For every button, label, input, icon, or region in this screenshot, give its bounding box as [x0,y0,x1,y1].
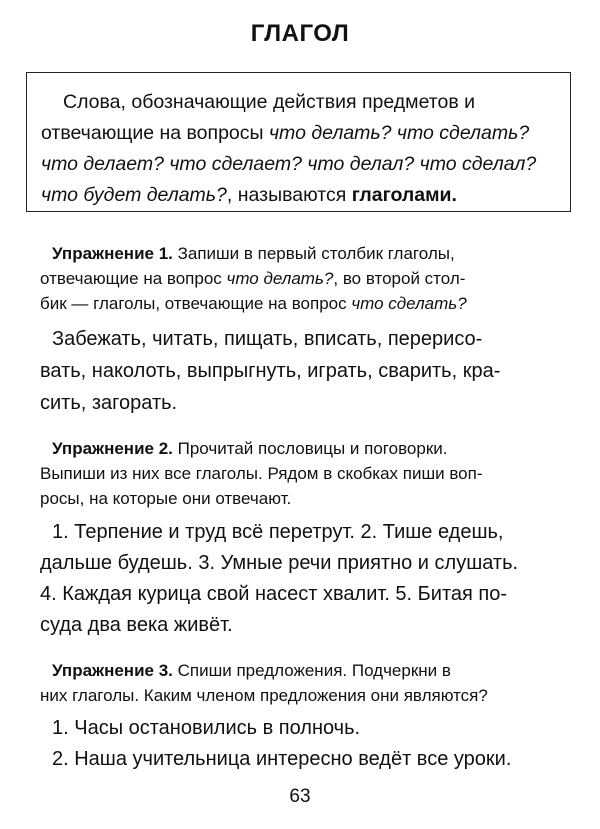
rule-line-2: отвечающие на вопросы что делать? что сделать? [41,122,530,144]
exercise-2-proverbs: 1. Терпение и труд всё перетрут. 2. Тише едешь, дальше будешь. 3. Умные речи приятно и слушать. 4. Каждая курица свой насест хвалит. 5. Битая по- суда два века живёт. [40,521,519,636]
exercise-1-heading: Упражнение 1. [52,244,173,263]
exercise-2-heading: Упражнение 2. [52,439,173,458]
rule-line-4: что будет делать?, называются глаголами. [41,184,457,206]
exercise-1-task: Упражнение 1. Запиши в первый столбик глаголы, отвечающие на вопрос что делать?, во второй стол- бик — глаголы, отвечающие на вопрос что сделать? [40,244,467,313]
page-number: 63 [289,786,311,807]
exercise-1-words: Забежать, читать, пищать, вписать, перерисо- вать, наколоть, выпрыгнуть, играть, сварить, кра- сить, загорать. [40,328,501,414]
rule-line-3: что делает? что сделает? что делал? что сделал? [41,153,537,175]
exercise-3-task: Упражнение 3. Спиши предложения. Подчеркни в них глаголы. Каким членом предложения они являются? [40,661,488,705]
rule-definition-box [26,72,571,212]
exercise-3-sentences: 1. Часы остановились в полночь. 2. Наша учительница интересно ведёт все уроки. [52,717,512,770]
exercise-2-task: Упражнение 2. Прочитай пословицы и поговорки. Выпиши из них все глаголы. Рядом в скобках пиши воп- росы, на которые они отвечают. [40,439,483,508]
page-title: ГЛАГОЛ [250,20,350,47]
rule-line-1: Слова, обозначающие действия предметов и [63,91,475,113]
exercise-3-heading: Упражнение 3. [52,661,173,680]
